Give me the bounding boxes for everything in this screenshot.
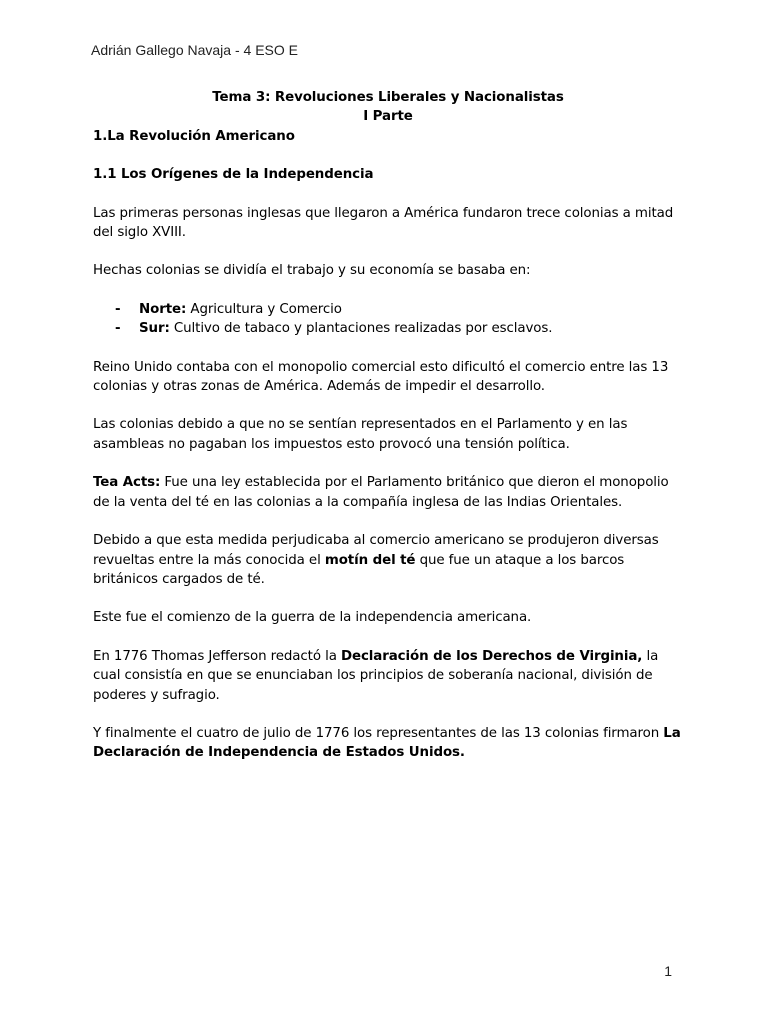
paragraph-tension: Las colonias debido a que no se sentían representados en el Parlamento y en las asambleas no pagaban los impuestos esto provocó una tensión política. (93, 417, 628, 452)
list-item-text: Agricultura y Comercio (186, 301, 342, 317)
economy-list (93, 300, 683, 339)
page-title: Tema 3: Revoluciones Liberales y Nacionalistas (212, 90, 564, 105)
paragraph-monopoly: Reino Unido contaba con el monopolio comercial esto dificultó el comercio entre las 13 colonias y otras zonas de América. Además de impedir el desarrollo. (93, 359, 669, 395)
paragraph-virginia: En 1776 Thomas Jefferson redactó la Declaración de los Derechos de Virginia, la cual consistía en que se enunciaban los principios de soberanía nacional, división de poderes y sufragio. (93, 648, 659, 703)
virginia-declaration-term: Declaración de los Derechos de Virginia, (340, 648, 643, 664)
motin-del-te-term: motín del té (324, 552, 416, 568)
subsection-heading: 1.1 Los Orígenes de la Independencia (93, 167, 374, 183)
paragraph-independence: Y finalmente el cuatro de julio de 1776 los representantes de las 13 colonias firmaron La Declaración de Independencia de Estados Unidos. (93, 725, 681, 761)
document-body (93, 88, 683, 763)
list-item (93, 319, 683, 338)
paragraph-revueltas: Debido a que esta medida perjudicaba al comercio americano se produjeron diversas revueltas entre la más conocida el motín del té que fue un ataque a los barcos británicos cargados de té. (93, 533, 659, 587)
paragraph-colonies: Las primeras personas inglesas que llegaron a América fundaron trece colonias a mitad del siglo XVIII. (93, 205, 674, 241)
section-heading: 1.La Revolución Americano (93, 128, 295, 144)
paragraph-tea-acts: Tea Acts: Fue una ley establecida por el Parlamento británico que dieron el monopolio de la venta del té en las colonias a la compañía inglesa de las Indias Orientales. (93, 475, 669, 510)
list-item (93, 300, 683, 319)
document-header: Adrián Gallego Navaja - 4 ESO E (91, 42, 298, 58)
page-subtitle: I Parte (363, 109, 413, 125)
list-item-label: Sur: (139, 321, 170, 337)
list-item-text: Cultivo de tabaco y plantaciones realizadas por esclavos. (169, 321, 553, 337)
title-block (93, 88, 683, 127)
tea-acts-term: Tea Acts: (93, 475, 161, 491)
page-number: 1 (664, 963, 672, 979)
list-item-label: Norte: (139, 301, 187, 317)
bullet-marker: - (115, 301, 121, 317)
independence-declaration-term: La Declaración de Independencia de Estados Unidos. (93, 725, 681, 761)
paragraph-war-start: Este fue el comienzo de la guerra de la independencia americana. (93, 610, 532, 626)
bullet-marker: - (115, 321, 121, 337)
paragraph-economy: Hechas colonias se dividía el trabajo y su economía se basaba en: (93, 263, 531, 279)
